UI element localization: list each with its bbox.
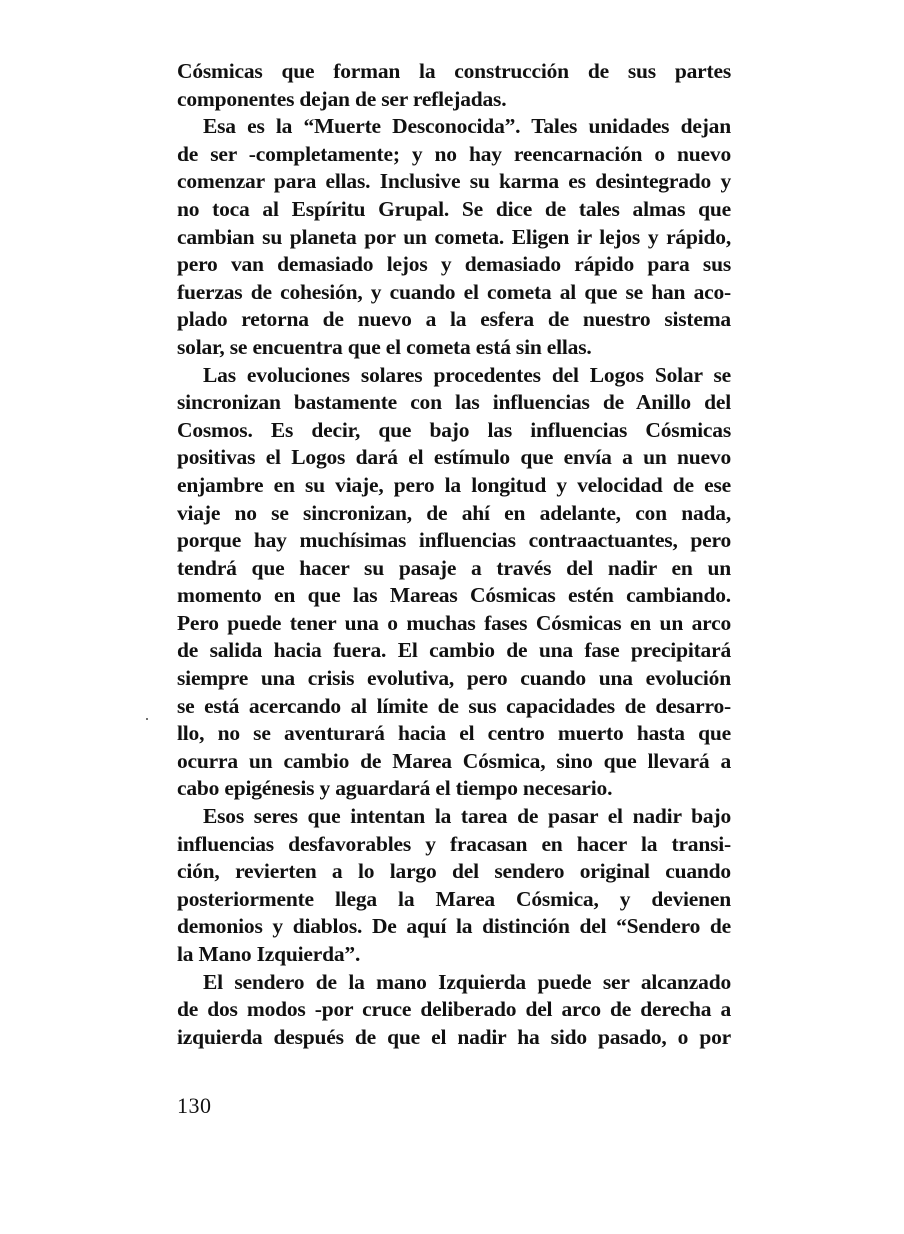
text-line: demonios y diablos. De aquí la distinción del “Sendero de bbox=[177, 914, 731, 939]
body-text bbox=[177, 58, 731, 1051]
text-line: cabo epigénesis y aguardará el tiempo necesario. bbox=[177, 776, 613, 801]
text-line: Cosmos. Es decir, que bajo las influencias Cósmicas bbox=[177, 417, 731, 442]
text-line: de dos modos -por cruce deliberado del arco de derecha a bbox=[177, 997, 731, 1022]
text-line: tendrá que hacer su pasaje a través del nadir en un bbox=[177, 555, 731, 580]
text-line: momento en que las Mareas Cósmicas estén cambiando. bbox=[177, 583, 731, 608]
scan-speck bbox=[146, 718, 148, 720]
text-line: pero van demasiado lejos y demasiado rápido para sus bbox=[177, 252, 731, 277]
text-line: Esa es la “Muerte Desconocida”. Tales unidades dejan bbox=[203, 114, 731, 139]
text-line: plado retorna de nuevo a la esfera de nuestro sistema bbox=[177, 307, 731, 332]
text-line: viaje no se sincronizan, de ahí en adelante, con nada, bbox=[177, 500, 731, 525]
text-line: componentes dejan de ser reflejadas. bbox=[177, 86, 507, 111]
text-line: comenzar para ellas. Inclusive su karma es desintegrado y bbox=[177, 169, 731, 194]
text-line: posteriormente llega la Marea Cósmica, y devienen bbox=[177, 886, 731, 911]
text-line: se está acercando al límite de sus capacidades de desarro- bbox=[177, 693, 731, 718]
text-line: no toca al Espíritu Grupal. Se dice de tales almas que bbox=[177, 196, 731, 221]
page-number: 130 bbox=[177, 1093, 212, 1118]
text-line: solar, se encuentra que el cometa está sin ellas. bbox=[177, 334, 592, 359]
text-line: siempre una crisis evolutiva, pero cuando una evolución bbox=[177, 666, 731, 691]
text-line: fuerzas de cohesión, y cuando el cometa al que se han aco- bbox=[177, 279, 731, 304]
text-line: la Mano Izquierda”. bbox=[177, 942, 361, 966]
text-line: Cósmicas que forman la construcción de sus partes bbox=[177, 59, 731, 83]
text-line: izquierda después de que el nadir ha sido pasado, o por bbox=[177, 1024, 731, 1049]
text-line: porque hay muchísimas influencias contraactuantes, pero bbox=[177, 528, 731, 553]
text-line: positivas el Logos dará el estímulo que envía a un nuevo bbox=[177, 445, 731, 470]
text-line: Pero puede tener una o muchas fases Cósmicas en un arco bbox=[177, 610, 731, 635]
text-line: Esos seres que intentan la tarea de pasar el nadir bajo bbox=[203, 804, 731, 829]
text-line: ocurra un cambio de Marea Cósmica, sino que llevará a bbox=[177, 748, 731, 773]
text-line: llo, no se aventurará hacia el centro muerto hasta que bbox=[177, 721, 731, 746]
text-line: sincronizan bastamente con las influencias de Anillo del bbox=[177, 390, 731, 415]
text-line: El sendero de la mano Izquierda puede ser alcanzado bbox=[203, 969, 731, 994]
text-line: de salida hacia fuera. El cambio de una fase precipitará bbox=[177, 638, 731, 663]
text-line: cambian su planeta por un cometa. Eligen ir lejos y rápido, bbox=[177, 224, 731, 249]
text-line: ción, revierten a lo largo del sendero original cuando bbox=[177, 859, 731, 884]
text-line: Las evoluciones solares procedentes del Logos Solar se bbox=[203, 362, 731, 387]
text-line: influencias desfavorables y fracasan en hacer la transi- bbox=[177, 831, 731, 856]
text-line: de ser -completamente; y no hay reencarnación o nuevo bbox=[177, 141, 731, 166]
text-line: enjambre en su viaje, pero la longitud y velocidad de ese bbox=[177, 472, 731, 497]
